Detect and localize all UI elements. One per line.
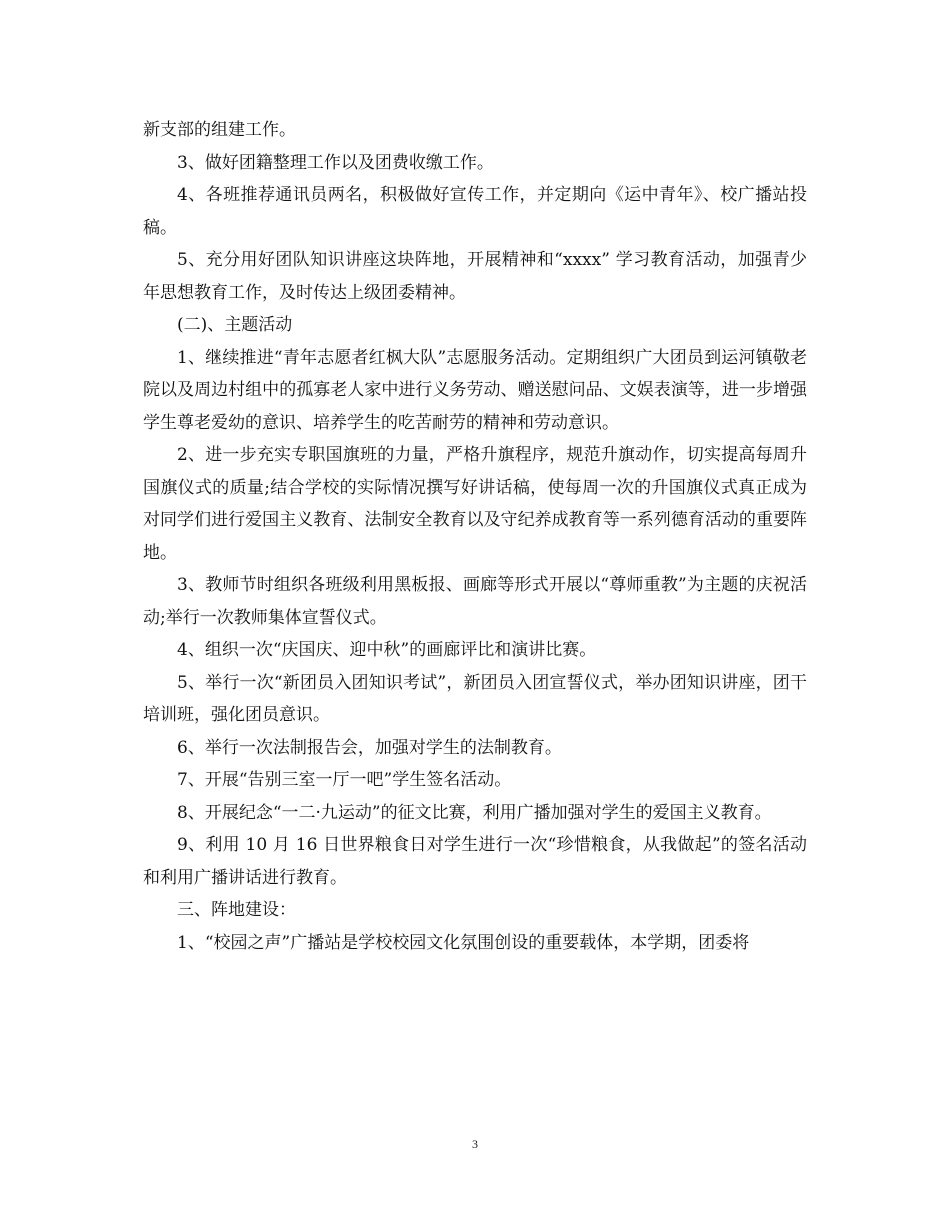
page-number: 3 bbox=[472, 1137, 478, 1151]
paragraph: 8、开展纪念“一二·九运动”的征文比赛，利用广播加强对学生的爱国主义教育。 bbox=[177, 802, 772, 823]
paragraph: 4、组织一次“庆国庆、迎中秋”的画廊评比和演讲比赛。 bbox=[177, 640, 597, 660]
paragraph: 5、充分用好团队知识讲座这块阵地，开展精神和“xxxx” 学习教育活动，加强青少年思想教育工作，及时传达上级团委精神。 bbox=[143, 250, 807, 303]
paragraph: 7、开展“告别三室一厅一吧”学生签名活动。 bbox=[177, 770, 512, 790]
document-body bbox=[143, 114, 807, 959]
paragraph: 4、各班推荐通讯员两名，积极做好宣传工作，并定期向《运中青年》、校广播站投稿。 bbox=[143, 185, 807, 238]
section-heading: (二)、主题活动 bbox=[177, 315, 293, 335]
paragraph: 新支部的组建工作。 bbox=[143, 120, 296, 140]
paragraph: 1、继续推进“青年志愿者红枫大队”志愿服务活动。定期组织广大团员到运河镇敬老院以及周边村组中的孤寡老人家中进行义务劳动、赠送慰问品、文娱表演等，进一步增强学生尊老爱幼的意识、培养学生的吃苦耐劳的精神和劳动意识。 bbox=[143, 347, 807, 433]
paragraph: 5、举行一次“新团员入团知识考试”，新团员入团宣誓仪式，举办团知识讲座，团干培训班，强化团员意识。 bbox=[143, 672, 807, 725]
paragraph: 3、做好团籍整理工作以及团费收缴工作。 bbox=[177, 152, 494, 173]
paragraph: 3、教师节时组织各班级利用黑板报、画廊等形式开展以“尊师重教”为主题的庆祝活动;举行一次教师集体宣誓仪式。 bbox=[143, 575, 807, 628]
paragraph: 1、“校园之声”广播站是学校校园文化氛围创设的重要载体，本学期，团委将 bbox=[177, 932, 750, 953]
paragraph: 2、进一步充实专职国旗班的力量，严格升旗程序，规范升旗动作，切实提高每周升国旗仪式的质量;结合学校的实际情况撰写好讲话稿，使每周一次的升国旗仪式真正成为对同学们进行爱国主义教育、法制安全教育以及守纪养成教育等一系列德育活动的重要阵地。 bbox=[143, 445, 807, 563]
paragraph: 6、举行一次法制报告会，加强对学生的法制教育。 bbox=[177, 737, 562, 758]
section-heading: 三、阵地建设： bbox=[177, 900, 296, 920]
paragraph: 9、利用 10 月 16 日世界粮食日对学生进行一次“珍惜粮食，从我做起”的签名活动和利用广播讲话进行教育。 bbox=[143, 835, 807, 888]
